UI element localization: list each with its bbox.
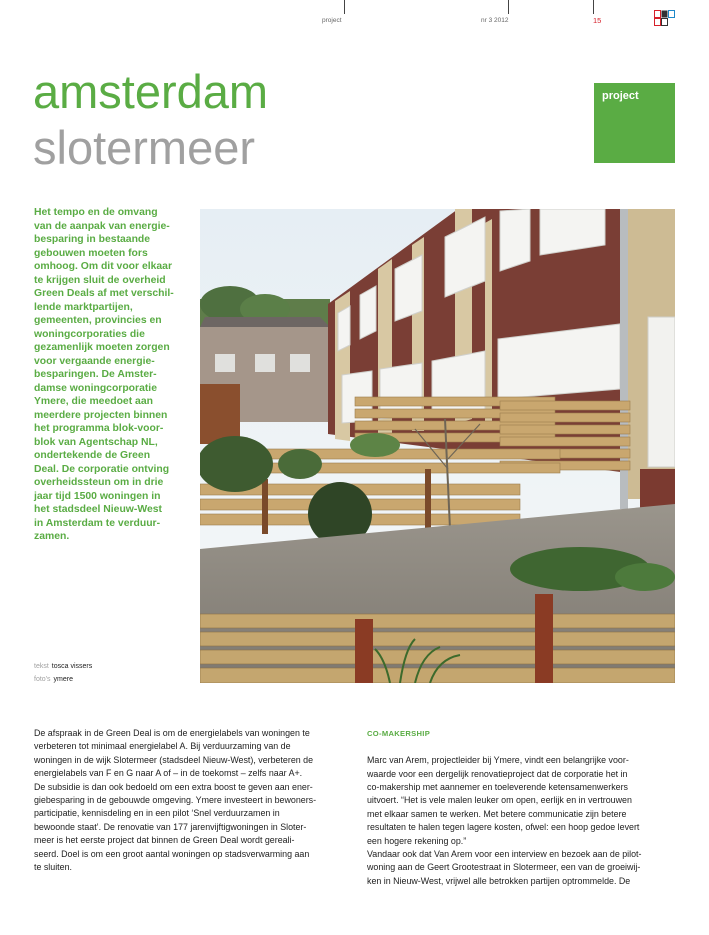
credit-text-value: tosca vissers [51,663,93,670]
header-tick-mark [508,0,509,14]
section-tag-label: project [602,90,639,102]
credit-photo-label: foto's [34,676,51,683]
header-tick-mark [593,0,594,14]
intro-paragraph: Het tempo en de omvang van de aanpak van energie- besparing in bestaande gebouwen moeten fors omhoog. Om dit voor elkaar te krijgen sluit de overheid Green Deals af met verschil- lende marktpartijen, gemeenten, provincies en woningcorporaties die gezamenlijk moeten zorgen voor vergaande energie- besparingen. De Amster- damse woningcorporatie Ymere, die meedoet aan meerdere projecten binnen het programma blok-voor- blok van Agentschap NL, ondertekende de Green Deal. De corporatie ontving overheidssteun om in drie jaar tijd 1500 woningen in het stadsdeel Nieuw-West in Amsterdam te verduur- zamen. [34,207,174,542]
header-issue: nr 3 2012 [481,17,509,24]
magazine-logo-icon [654,10,676,26]
header-section: project [322,17,342,24]
credit-photo-value: ymere [53,676,73,683]
section-tag [594,83,675,163]
page-title-line1: amsterdam [33,65,269,118]
body-column-2 [367,714,675,902]
page-number: 15 [593,16,602,25]
credit-text [34,663,92,670]
body-column-2-text: Marc van Arem, projectleider bij Ymere, vindt een belangrijke voor- waarde voor een dergelijk renovatieproject dat de corporatie het in co-makership met aannemer en toeleverende ketensamenwerkers uitvoert. “Het is vele malen leuker om open, eerlijk en in vertrouwen met elkaar samen te werken. Met betere communicatie zijn betere resultaten te halen tegen lagere kosten, ofwel: een hoop gedoe levert een hogere rekening op.” Vandaar ook dat Van Arem voor een interview en bezoek aan de pilot- woning aan de Geert Grootestraat in Slotermeer, een van de groeiwij- ken in Nieuw-West, vrijwel alle betrokken partijen optrommelde. De [367,755,642,886]
article-photo [200,209,675,683]
credit-text-label: tekst [34,663,49,670]
credit-photo [34,676,73,683]
subheading-co-makership: CO-MAKERSHIP [367,729,431,739]
header-tick-mark [344,0,345,14]
body-column-1: De afspraak in de Green Deal is om de energielabels van woningen te verbeteren tot minimaal energielabel A. Bij verduurzaming van de woningen in de wijk Slotermeer (stadsdeel Nieuw-West), verbeteren de energielabels van F en G naar A of – in de toekomst – zelfs naar A+. De subsidie is dan ook bedoeld om een extra boost te geven aan ener- giebesparing in de gebouwde omgeving. Ymere investeert in bewoners- participatie, kennisdeling en in een pilot ‘Snel verduurzamen in bewoonde staat’. De renovatie van 177 jarenvijftigwoningen in Sloter- meer is het eerste project dat binnen de Green Deal wordt gereali- seerd. Doel is om een groot aantal woningen op stadsverwarming aan te sluiten. [34,728,317,873]
page-title-line2: slotermeer [33,121,256,174]
